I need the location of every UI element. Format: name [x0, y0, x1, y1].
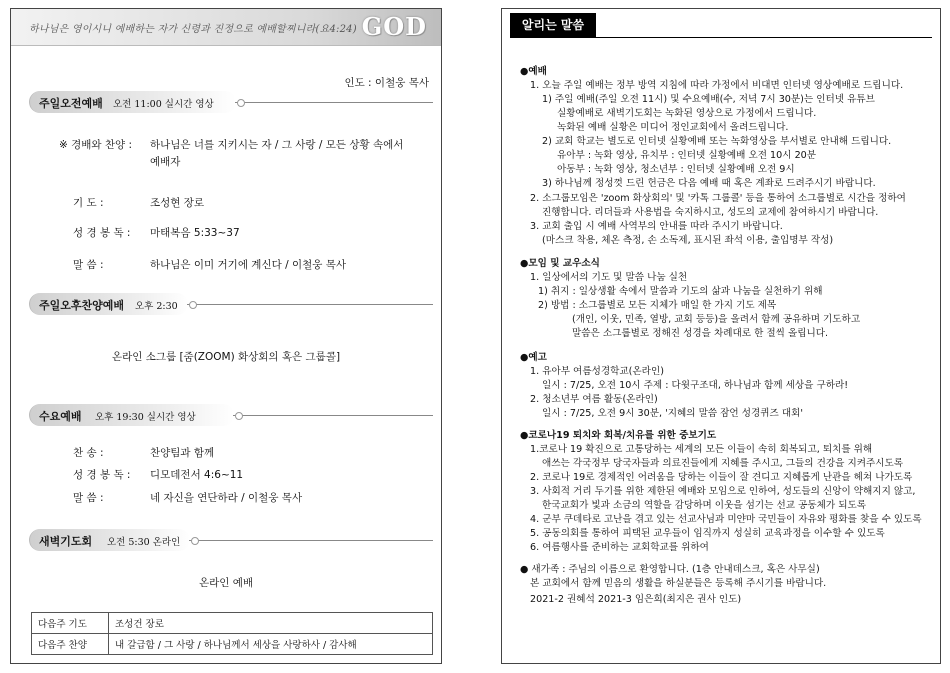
row-value: 예배자 — [150, 156, 181, 168]
announcement-line: (마스크 착용, 체온 측정, 손 소독제, 표시된 좌석 이용, 출입명부 작성) — [542, 235, 834, 246]
next-week-label: 다음주 찬양 — [32, 634, 109, 655]
table-row — [32, 634, 433, 655]
announcement-line: 2. 코로나 19로 경제적인 어려움을 당하는 이들이 잘 견디고 지혜롭게 난관을 헤쳐 나가도록 — [530, 472, 913, 483]
announcement-line: ● 새가족 : 주님의 이름으로 환영합니다. (1층 안내데스크, 혹은 사무실) — [520, 564, 820, 575]
announcement-line: 1) 취지 : 일상생활 속에서 말씀과 기도의 삶과 나눔을 실천하기 위해 — [538, 286, 823, 297]
announcement-line: 3. 사회적 거리 두기를 위한 제한된 예배와 모임으로 인하여, 성도들의 신앙이 약해지지 않고, — [530, 486, 916, 497]
section-title: 주일오전예배 — [39, 97, 103, 110]
announcement-line: 2. 소그룹모임은 'zoom 화상회의' 및 '카톡 그룹콜' 등을 통하여 소그룹별로 시간을 정하여 — [530, 193, 906, 204]
section-title: 주일오후찬양예배 — [39, 299, 125, 312]
announcements-panel — [501, 8, 941, 664]
section-dawn-prayer — [29, 529, 433, 551]
row-value: 네 자신을 연단하라 / 이철웅 목사 — [150, 492, 303, 504]
row-label: ※ 경배와 찬양 : — [59, 139, 133, 151]
section-wednesday — [29, 404, 433, 426]
announcement-line: 1. 일상에서의 기도 및 말씀 나눔 실천 — [530, 272, 688, 283]
section-dot — [235, 412, 243, 420]
announcement-line: 3. 교회 출입 시 예배 사역부의 안내를 따라 주시기 바랍니다. — [530, 221, 783, 232]
announcement-line: 실황예배로 새벽기도회는 녹화된 영상으로 가정에서 드립니다. — [557, 108, 817, 119]
next-week-value: 내 갈급함 / 그 사랑 / 하나님께서 세상을 사랑하사 / 감사해 — [109, 634, 433, 655]
row-label: 기 도 : — [73, 197, 104, 209]
section-title: 수요예배 — [39, 410, 82, 423]
section-sunday-morning — [29, 91, 433, 113]
announcement-line: 2) 방법 : 소그룹별로 모든 지체가 매일 한 가지 기도 제목 — [538, 300, 777, 311]
motto-text: 하나님은 영이시니 예배하는 자가 신령과 진정으로 예배할찌니라(요4:24) — [29, 24, 357, 35]
table-row — [32, 613, 433, 634]
row-label: 성 경 봉 독 : — [73, 469, 131, 481]
announcement-line: 1.코로나 19 확진으로 고통당하는 세계의 모든 이들이 속히 회복되고, 퇴치를 위해 — [530, 444, 873, 455]
announcement-line: 녹화된 예배 실황은 미디어 정인교회에서 올려드립니다. — [557, 122, 789, 133]
announcement-line: 4. 군부 쿠데타로 고난을 겪고 있는 선교사님과 미얀마 국민들이 자유와 평화를 찾을 수 있도록 — [530, 514, 922, 525]
announcement-line: 2) 교회 학교는 별도로 인터넷 실황예배 또는 녹화영상을 부서별로 안내해 드립니다. — [542, 136, 892, 147]
next-week-table — [31, 612, 433, 655]
announcements-title: 알리는 말씀 — [510, 13, 596, 37]
section-sunday-afternoon — [29, 293, 433, 315]
section-title: 새벽기도회 — [39, 535, 93, 548]
next-week-label: 다음주 기도 — [32, 613, 109, 634]
order-of-worship-panel — [10, 8, 442, 664]
section-time: 오후 2:30 — [135, 301, 178, 312]
announcement-line: 5. 공동의회를 통하여 피택된 교우들이 임직까지 성실히 교육과정을 이수할 수 있도록 — [530, 528, 885, 539]
row-label: 말 씀 : — [73, 492, 104, 504]
worship-leader: 인도 : 이철웅 목사 — [344, 77, 429, 89]
dawn-note: 온라인 예배 — [198, 577, 254, 589]
announcement-line: (개인, 이웃, 민족, 열방, 교회 등등)을 올려서 함께 공유하며 기도하고 — [572, 314, 861, 325]
announcement-line: 아동부 : 녹화 영상, 청소년부 : 인터넷 실황예배 오전 9시 — [557, 164, 795, 175]
section-time: 오전 5:30 온라인 — [107, 537, 181, 548]
announcement-heading: ●모임 및 교우소식 — [520, 258, 600, 269]
announcement-line: 유아부 : 녹화 영상, 유치부 : 인터넷 실황예배 오전 10시 20분 — [557, 150, 817, 161]
announcement-heading: ●예배 — [520, 66, 547, 77]
announcement-line: 1. 오늘 주일 예배는 정부 방역 지침에 따라 가정에서 비대면 인터넷 영상예배로 드립니다. — [530, 80, 904, 91]
announcement-line: 1. 유아부 여름성경학교(온라인) — [530, 366, 664, 377]
row-value: 마태복음 5:33~37 — [150, 227, 240, 239]
announcement-line: 1) 주일 예배(주일 오전 11시) 및 수요예배(수, 저녁 7시 30분)는 인터넷 유튜브 — [542, 94, 875, 105]
sunday-afternoon-note: 온라인 소그룹 [줌(ZOOM) 화상회의 혹은 그룹콜] — [111, 351, 341, 363]
section-dot — [191, 537, 199, 545]
row-value: 디모데전서 4:6~11 — [150, 469, 244, 481]
section-time: 오후 19:30 실시간 영상 — [95, 412, 196, 423]
announcement-line: 진행합니다. 리더들과 사용법을 숙지하시고, 성도의 교제에 참여하시기 바랍니다. — [542, 207, 879, 218]
announcement-line: 한국교회가 빛과 소금의 역할을 감당하며 이웃을 섬기는 선교 공동체가 되도록 — [542, 500, 867, 511]
row-label: 말 씀 : — [73, 259, 104, 271]
announcement-line: 일시 : 7/25, 오전 10시 주제 : 다윗구조대, 하나님과 함께 세상을 구하라! — [542, 380, 849, 391]
next-week-value: 조성건 장로 — [109, 613, 433, 634]
god-logo: GOD — [361, 12, 427, 41]
title-divider — [510, 37, 932, 38]
announcement-line: 2021-2 권혜석 2021-3 임은희(최지은 권사 인도) — [530, 594, 742, 605]
announcement-line: 6. 여름행사를 준비하는 교회학교를 위하여 — [530, 542, 709, 553]
announcement-line: 본 교회에서 함께 믿음의 생활을 하실분들은 등록해 주시기를 바랍니다. — [530, 578, 827, 589]
row-value: 하나님은 너를 지키시는 자 / 그 사랑 / 모든 상황 속에서 — [150, 139, 404, 151]
announcement-line: 일시 : 7/25, 오전 9시 30분, '지혜의 말씀 잠언 성경퀴즈 대회' — [542, 408, 804, 419]
announcement-line: 말씀은 소그룹별로 정해진 성경을 차례대로 한 절씩 올립니다. — [572, 328, 829, 339]
announcement-heading: ●코로나19 퇴치와 회복/치유를 위한 중보기도 — [520, 430, 717, 441]
row-label: 성 경 봉 독 : — [73, 227, 131, 239]
announcement-line: 3) 하나님께 정성껏 드린 헌금은 다음 예배 때 혹은 계좌로 드려주시기 바랍니다. — [542, 178, 876, 189]
announcement-line: 2. 청소년부 여름 활동(온라인) — [530, 394, 658, 405]
row-value: 찬양팀과 함께 — [150, 447, 215, 459]
announcement-line: 애쓰는 각국정부 당국자들과 의료진들에게 지혜를 주시고, 그들의 건강을 지켜주시도록 — [542, 458, 904, 469]
announcement-heading: ●예고 — [520, 352, 547, 363]
row-label: 찬 송 : — [73, 447, 104, 459]
row-value: 조성현 장로 — [150, 197, 205, 209]
motto-banner — [11, 9, 441, 46]
section-dot — [237, 99, 245, 107]
section-time: 오전 11:00 실시간 영상 — [113, 99, 214, 110]
row-value: 하나님은 이미 거기에 계신다 / 이철웅 목사 — [150, 259, 346, 271]
section-dot — [189, 301, 197, 309]
